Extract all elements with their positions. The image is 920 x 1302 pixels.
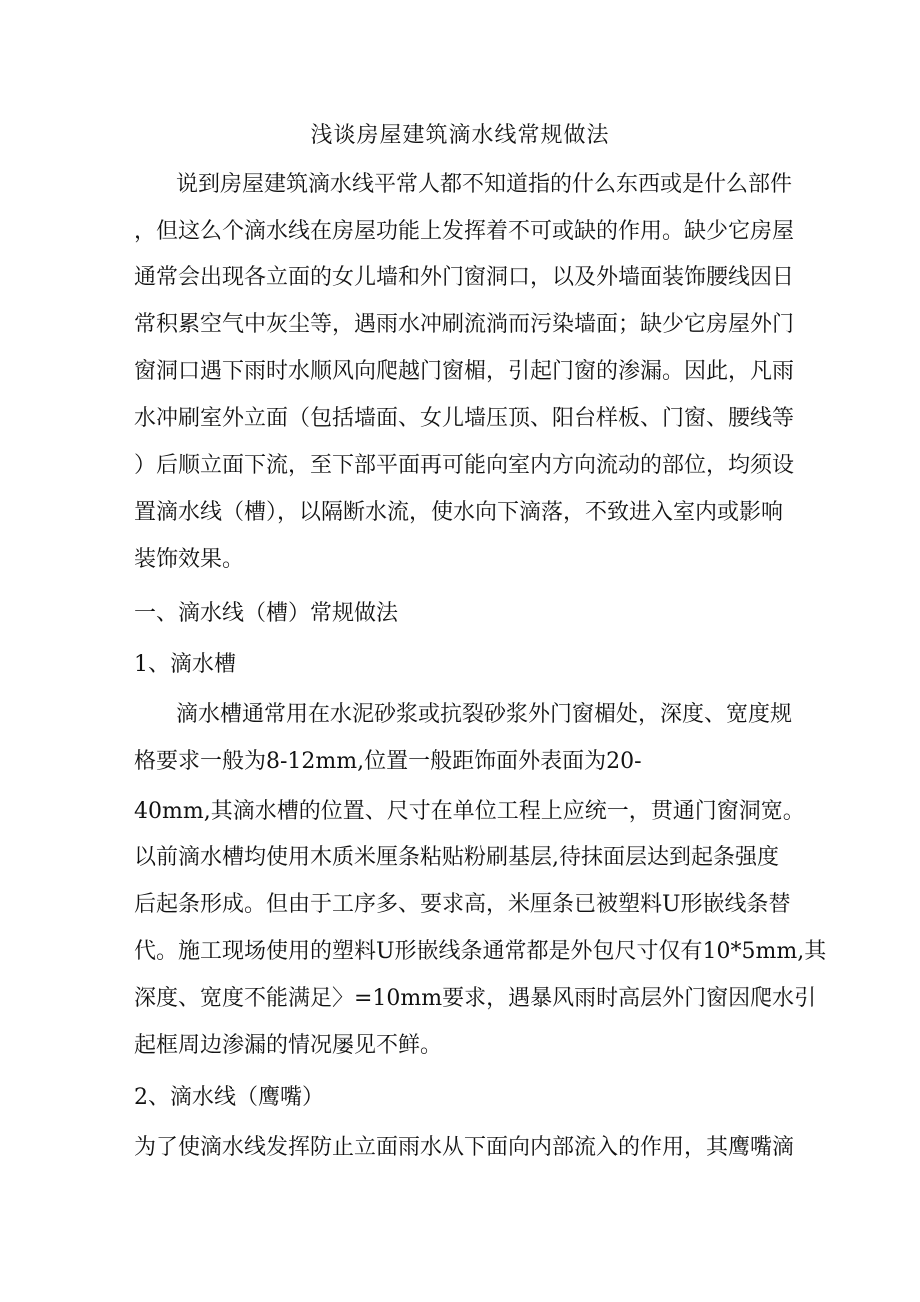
paragraph-line: 代。施工现场使用的塑料U形嵌线条通常都是外包尺寸仅有10*5mm,其 bbox=[134, 939, 827, 964]
subsection-heading: 2、滴水线（鹰嘴） bbox=[134, 1085, 324, 1110]
paragraph-line: ）后顺立面下流，至下部平面再可能向室内方向流动的部位，均须设 bbox=[134, 453, 795, 478]
paragraph-line: 装饰效果。 bbox=[134, 547, 245, 572]
paragraph-line: ，但这么个滴水线在房屋功能上发挥着不可或缺的作用。缺少它房屋 bbox=[134, 219, 795, 244]
paragraph-line: 通常会出现各立面的女儿墙和外门窗洞口，以及外墙面装饰腰线因日 bbox=[134, 265, 795, 290]
paragraph-line: 为了使滴水线发挥防止立面雨水从下面向内部流入的作用，其鹰嘴滴 bbox=[134, 1135, 795, 1160]
paragraph-line: 以前滴水槽均使用木质米厘条粘贴粉刷基层,待抹面层达到起条强度 bbox=[134, 845, 779, 870]
document-title: 浅谈房屋建筑滴水线常规做法 bbox=[310, 123, 610, 148]
paragraph-line: 常积累空气中灰尘等，遇雨水冲刷流淌而污染墙面；缺少它房屋外门 bbox=[134, 312, 795, 337]
paragraph-line: 水冲刷室外立面（包括墙面、女儿墙压顶、阳台样板、门窗、腰线等 bbox=[134, 406, 795, 431]
paragraph-line: 40mm,其滴水槽的位置、尺寸在单位工程上应统一，贯通门窗洞宽。 bbox=[134, 799, 805, 824]
paragraph-line: 后起条形成。但由于工序多、要求高，米厘条已被塑料U形嵌线条替 bbox=[134, 892, 791, 917]
paragraph-line: 深度、宽度不能满足〉=10mm要求，遇暴风雨时高层外门窗因爬水引 bbox=[134, 986, 817, 1011]
paragraph-line: 起框周边渗漏的情况屡见不鲜。 bbox=[134, 1033, 443, 1058]
paragraph-line: 置滴水线（槽），以隔断水流，使水向下滴落，不致进入室内或影响 bbox=[134, 500, 784, 525]
paragraph-line: 说到房屋建筑滴水线平常人都不知道指的什么东西或是什么部件 bbox=[176, 172, 793, 197]
paragraph-line: 窗洞口遇下雨时水顺风向爬越门窗楣，引起门窗的渗漏。因此，凡雨 bbox=[134, 359, 795, 384]
paragraph-line: 滴水槽通常用在水泥砂浆或抗裂砂浆外门窗楣处，深度、宽度规 bbox=[176, 702, 793, 727]
paragraph-line: 格要求一般为8-12mm,位置一般距饰面外表面为20- bbox=[134, 749, 642, 774]
section-heading: 一、滴水线（槽）常规做法 bbox=[134, 601, 399, 626]
subsection-heading: 1、滴水槽 bbox=[134, 652, 236, 677]
